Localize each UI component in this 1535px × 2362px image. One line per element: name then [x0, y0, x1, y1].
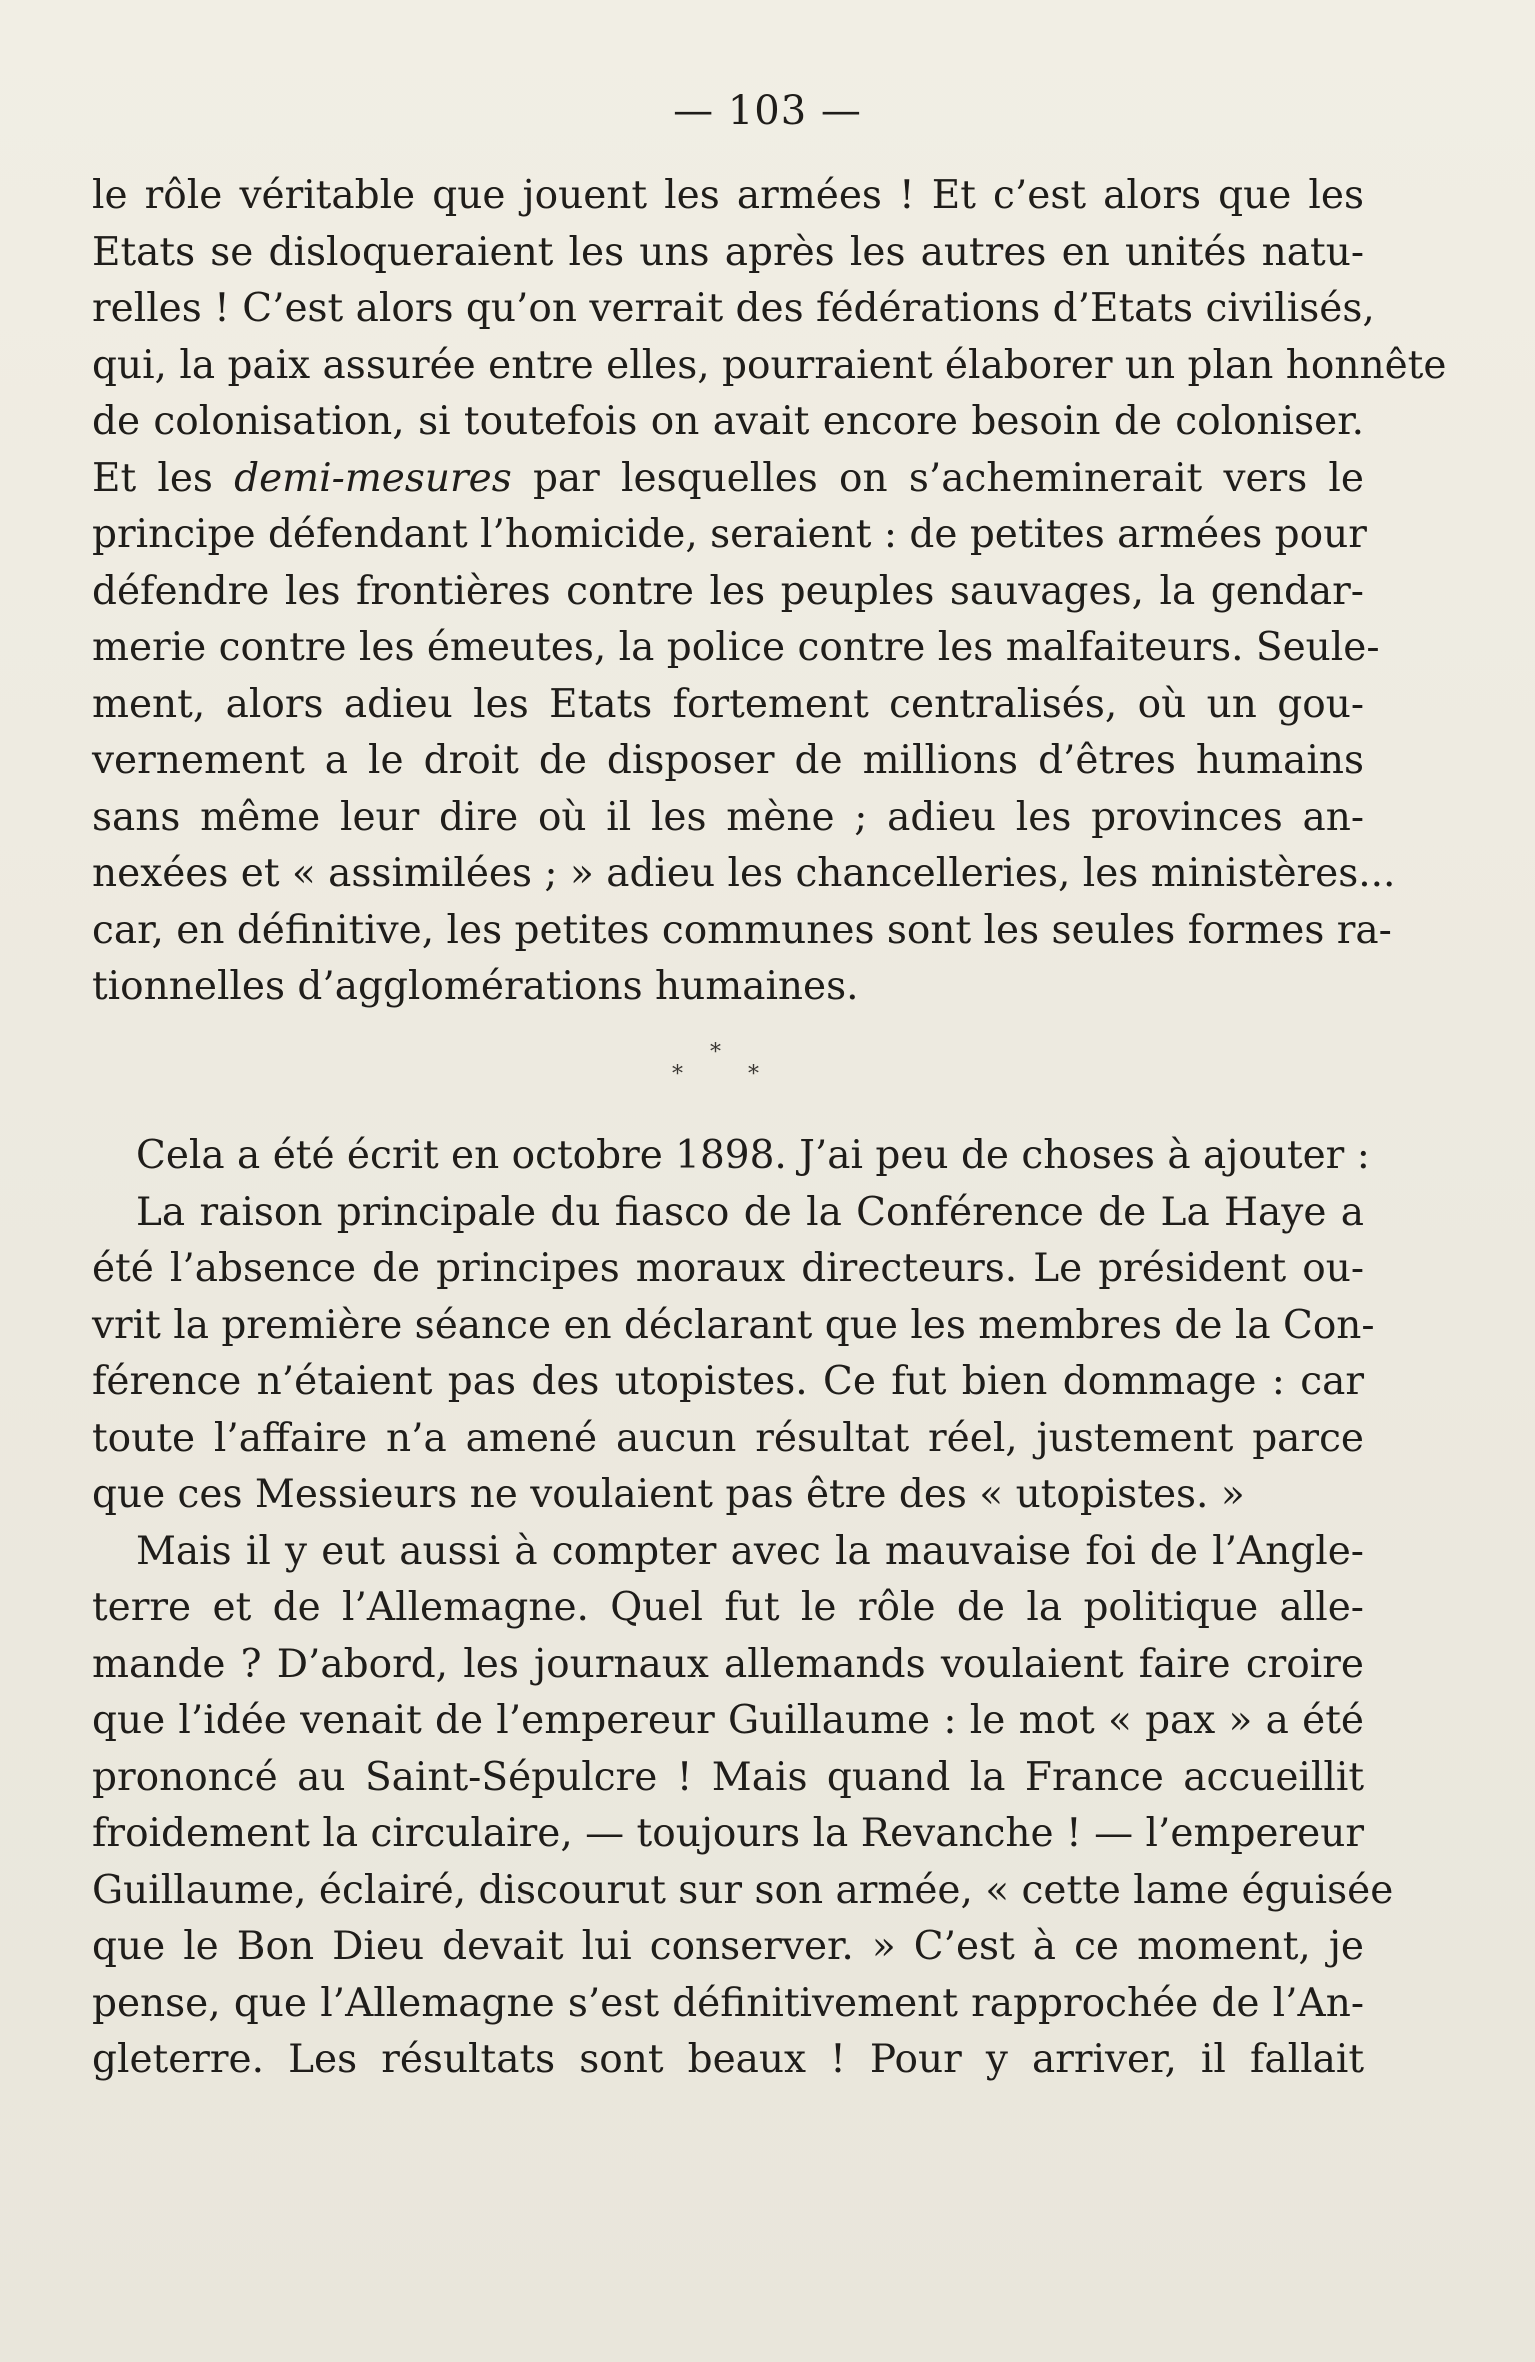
text-line: que l’idée venait de l’empereur Guillaume : le mot « pax » a été: [92, 1698, 1364, 1743]
text-line: tionnelles d’agglomérations humaines.: [92, 964, 859, 1009]
text-line: toute l’affaire n’a amené aucun résultat réel, justement parce: [92, 1415, 1364, 1461]
text-line: terre et de l’Allemagne. Quel fut le rôle de la politique alle-: [92, 1585, 1364, 1630]
text-line: principe défendant l’homicide, seraient : de petites armées pour: [92, 512, 1367, 557]
text-line: prononcé au Saint-Sépulcre ! Mais quand la France accueillit: [92, 1754, 1364, 1800]
text-line: froidement la circulaire, — toujours la Revanche ! — l’empereur: [92, 1811, 1364, 1856]
text-line: gleterre. Les résultats sont beaux ! Pour y arriver, il fallait: [92, 2037, 1364, 2082]
text-line: qui, la paix assurée entre elles, pourraient élaborer un plan honnête: [92, 342, 1447, 388]
text-line: vrit la première séance en déclarant que les membres de la Con-: [92, 1302, 1375, 1348]
text-line: Cela a été écrit en octobre 1898. J’ai peu de choses à ajouter :: [136, 1133, 1370, 1178]
text-line: Et les demi-mesures par lesquelles on s’acheminerait vers le: [92, 455, 1364, 501]
asterisk-icon: *: [710, 1040, 721, 1065]
text-line: nexées et « assimilées ; » adieu les chancelleries, les ministères...: [92, 851, 1396, 896]
text-line: de colonisation, si toutefois on avait encore besoin de coloniser.: [92, 399, 1364, 444]
text-line: férence n’étaient pas des utopistes. Ce fut bien dommage : car: [92, 1359, 1364, 1404]
text-line: merie contre les émeutes, la police contre les malfaiteurs. Seule-: [92, 625, 1380, 670]
emphasis-text: demi-mesures: [234, 455, 512, 501]
paragraph-block-bottom: [92, 1128, 1394, 2089]
asterisk-icon: *: [672, 1062, 683, 1087]
text-line: mande ? D’abord, les journaux allemands voulaient faire croire: [92, 1641, 1364, 1687]
text-line: été l’absence de principes moraux directeurs. Le président ou-: [92, 1246, 1364, 1291]
text-line: le rôle véritable que jouent les armées ! Et c’est alors que les: [92, 173, 1364, 218]
text-line: défendre les frontières contre les peuples sauvages, la gendar-: [92, 568, 1364, 614]
text-line: Etats se disloqueraient les uns après les autres en unités natu-: [92, 229, 1364, 275]
text-line: pense, que l’Allemagne s’est définitivement rapprochée de l’An-: [92, 1980, 1364, 2026]
paragraph-block-top: [92, 168, 1447, 1016]
text-line: Guillaume, éclairé, discourut sur son armée, « cette lame éguisée: [92, 1867, 1394, 1913]
text-line: que le Bon Dieu devait lui conserver. » C’est à ce moment, je: [92, 1924, 1364, 1969]
text-line: vernement a le droit de disposer de millions d’êtres humains: [92, 738, 1364, 783]
page-number: — 103 —: [673, 88, 862, 134]
text-line: ment, alors adieu les Etats fortement centralisés, où un gou-: [92, 681, 1364, 727]
asterisk-icon: *: [748, 1062, 759, 1087]
text-line: car, en définitive, les petites communes sont les seules formes ra-: [92, 907, 1392, 953]
text-line: relles ! C’est alors qu’on verrait des fédérations d’Etats civilisés,: [92, 286, 1375, 331]
text-line: sans même leur dire où il les mène ; adieu les provinces an-: [92, 794, 1364, 840]
section-asterism: [640, 1040, 800, 1100]
text-line: que ces Messieurs ne voulaient pas être des « utopistes. »: [92, 1472, 1245, 1517]
text-line: Mais il y eut aussi à compter avec la mauvaise foi de l’Angle-: [136, 1528, 1364, 1574]
text-line: La raison principale du fiasco de la Conférence de La Haye a: [136, 1189, 1364, 1235]
